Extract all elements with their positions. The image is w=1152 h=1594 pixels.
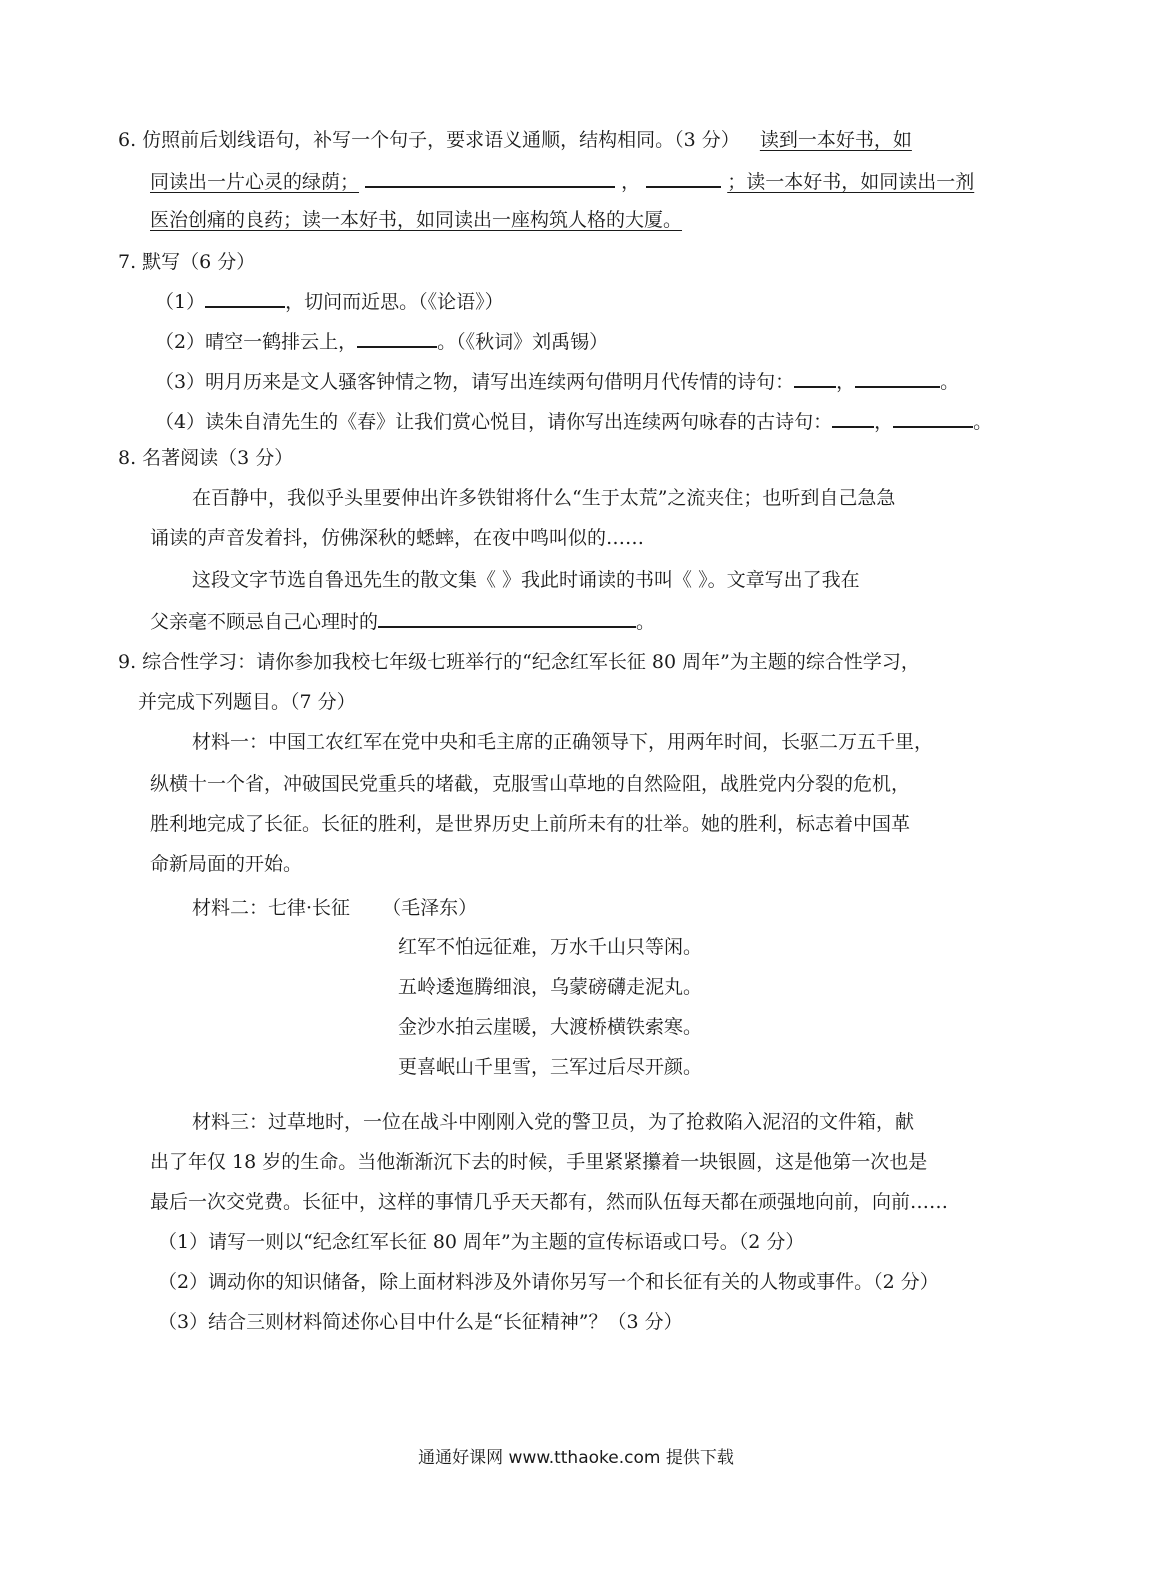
q6-answer-blank[interactable]: [646, 168, 721, 188]
q7-item-text: （3）明月历来是文人骚客钟情之物，请写出连续两句借明月代传情的诗句：: [155, 371, 795, 393]
q7-item-1: [155, 288, 504, 314]
q7-item-text: 。（《秋词》刘禹锡）: [437, 331, 609, 353]
q8-title: 8. 名著阅读（3 分）: [118, 447, 294, 469]
q6-prompt: 6. 仿照前后划线语句，补写一个句子，要求语义通顺，结构相同。（3 分）: [118, 129, 740, 151]
q9-material-1-line: 纵横十一个省，冲破国民党重兵的堵截，克服雪山草地的自然险阻，战胜党内分裂的危机，: [150, 773, 911, 795]
q9-material-1-line: 材料一：中国工农红军在党中央和毛主席的正确领导下，用两年时间，长驱二万五千里，: [192, 731, 934, 753]
q7-item-text: （4）读朱自清先生的《春》让我们赏心悦目，请你写出连续两句咏春的古诗句：: [155, 411, 833, 433]
poem-line: 金沙水拍云崖暖，大渡桥横铁索寒。: [398, 1016, 703, 1038]
q8-question-line: [150, 608, 655, 634]
q7-answer-blank[interactable]: [357, 328, 437, 348]
q9-material-3-line: 最后一次交党费。长征中，这样的事情几乎天天都有，然而队伍每天都在顽强地向前，向前……: [150, 1191, 949, 1213]
q6-line-3: [150, 208, 682, 232]
q9-subquestion-3: （3）结合三则材料简述你心目中什么是“长征精神”？（3 分）: [158, 1311, 683, 1333]
q8-question-line: 这段文字节选自鲁迅先生的散文集《 》我此时诵读的书叫《 》。文章写出了我在: [192, 569, 860, 591]
q7-title: 7. 默写（6 分）: [118, 251, 256, 273]
q7-item-3: [155, 368, 959, 394]
q9-title: 并完成下列题目。（7 分）: [138, 691, 356, 713]
q9-subquestion-2: （2）调动你的知识储备，除上面材料涉及外请你另写一个和长征有关的人物或事件。（2 分）: [158, 1271, 939, 1293]
q7-item-label: （1）: [155, 291, 206, 313]
q9-material-3-line: 出了年仅 18 岁的生命。当他渐渐沉下去的时候，手里紧紧攥着一块银圆，这是他第一次也是: [150, 1151, 928, 1173]
q7-answer-blank[interactable]: [893, 408, 973, 428]
q9-material-1-line: 胜利地完成了长征。长征的胜利，是世界历史上前所未有的壮举。她的胜利，标志着中国革: [150, 813, 911, 835]
q9-title: 9. 综合性学习：请你参加我校七年级七班举行的“纪念红军长征 80 周年”为主题的综合性学习，: [118, 651, 920, 673]
q7-item-4: [155, 408, 992, 434]
q8-passage-line: 在百静中，我似乎头里要伸出许多铁钳将什么“生于太荒”之流夹住；也听到自己急急: [192, 487, 896, 509]
q7-comma: ，: [874, 411, 894, 433]
q6-answer-blank[interactable]: [365, 168, 615, 188]
q7-comma: ，: [836, 371, 856, 393]
poem-line: 更喜岷山千里雪，三军过后尽开颜。: [398, 1056, 703, 1078]
page-footer: 通通好课网 www.tthaoke.com 提供下载: [418, 1448, 734, 1468]
q7-item-text: ，切问而近思。（《论语》）: [285, 291, 504, 313]
q6-underlined-text: ；读一本好书，如同读出一剂: [727, 171, 975, 193]
q7-item-text: （2）晴空一鹤排云上，: [155, 331, 358, 353]
q6-underlined-text: 医治创痛的良药；读一本好书，如同读出一座构筑人格的大厦。: [150, 209, 683, 231]
poem-author: （毛泽东）: [382, 897, 478, 919]
q6-underlined-text: 同读出一片心灵的绿荫；: [150, 171, 360, 193]
poem-line: 红军不怕远征难，万水千山只等闲。: [398, 936, 703, 958]
q7-item-2: [155, 328, 608, 354]
q9-material-2-heading: [192, 896, 477, 920]
q8-answer-blank[interactable]: [378, 608, 636, 628]
q7-period: 。: [973, 411, 993, 433]
q6-comma: ，: [621, 171, 641, 193]
q6-line-1: [118, 128, 912, 152]
poem-title: 材料二：七律·长征: [192, 897, 351, 919]
q9-material-3-line: 材料三：过草地时，一位在战斗中刚刚入党的警卫员，为了抢救陷入泥沼的文件箱，献: [192, 1111, 915, 1133]
q7-answer-blank[interactable]: [832, 408, 874, 428]
q8-question-text: 父亲毫不顾忌自己心理时的: [150, 611, 379, 633]
q8-period: 。: [636, 611, 656, 633]
q7-period: 。: [940, 371, 960, 393]
poem-line: 五岭逶迤腾细浪，乌蒙磅礴走泥丸。: [398, 976, 703, 998]
q8-passage-line: 诵读的声音发着抖，仿佛深秋的蟋蟀，在夜中鸣叫似的……: [150, 527, 645, 549]
q6-line-2: [150, 168, 974, 194]
q9-subquestion-1: （1）请写一则以“纪念红军长征 80 周年”为主题的宣传标语或口号。（2 分）: [158, 1231, 805, 1253]
q6-underlined-text: 读到一本好书，如: [759, 129, 912, 151]
q7-answer-blank[interactable]: [794, 368, 836, 388]
q7-answer-blank[interactable]: [855, 368, 940, 388]
q7-answer-blank[interactable]: [205, 288, 285, 308]
q9-material-1-line: 命新局面的开始。: [150, 853, 303, 875]
